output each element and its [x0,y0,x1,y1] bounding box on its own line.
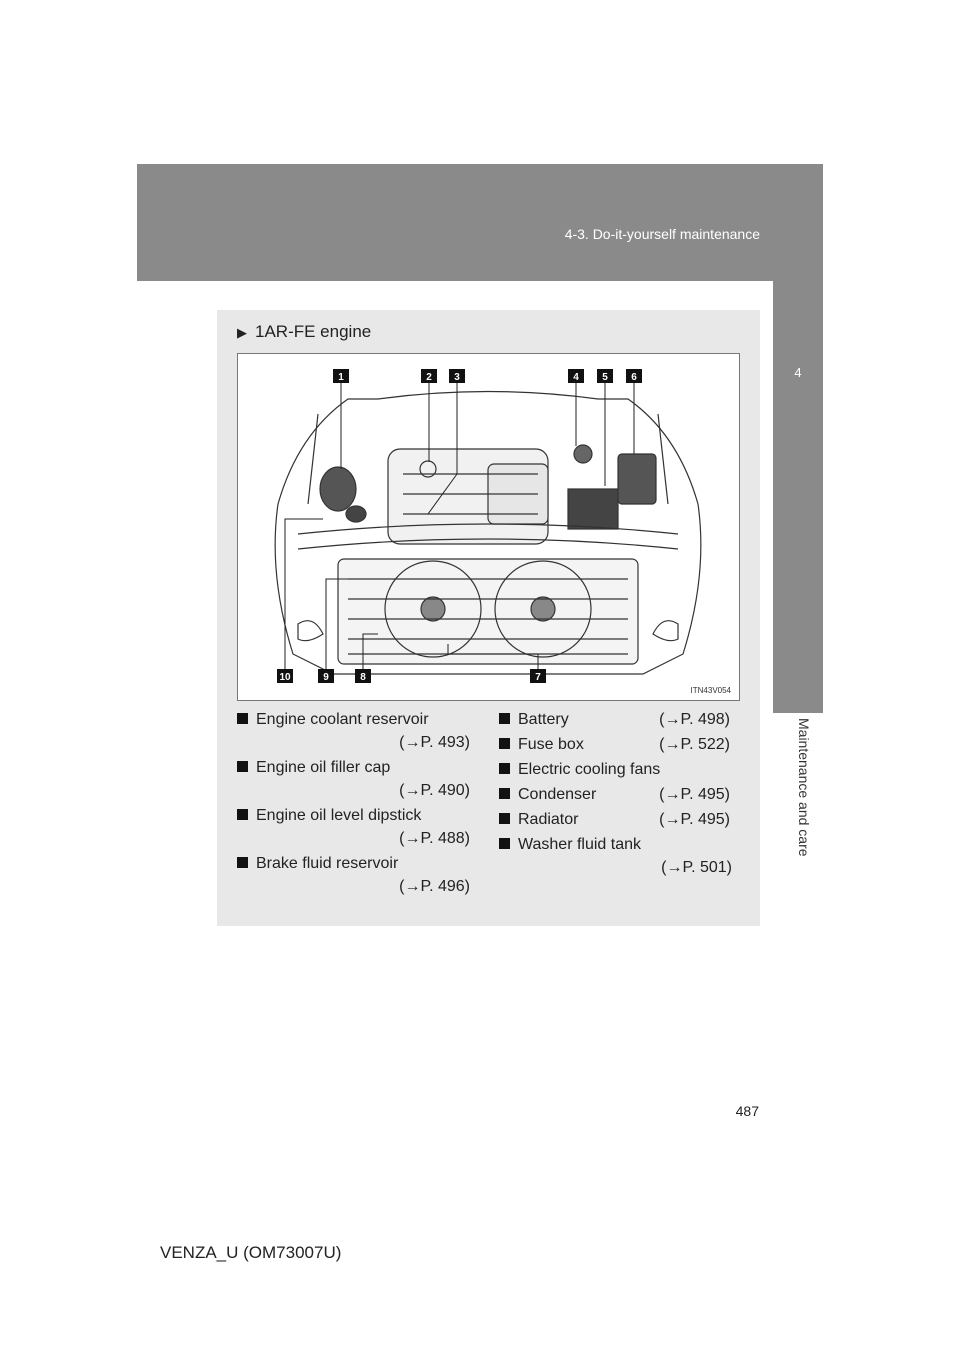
list-item [499,783,734,806]
item-label: Washer fluid tank [518,836,642,853]
item-label: Condenser [518,786,597,803]
callout-1: 1 [338,372,344,383]
callout-8: 8 [360,672,366,683]
legend-right [499,708,734,881]
item-label: Battery [518,711,569,728]
callout-9: 9 [323,672,329,683]
number-badge-icon [499,713,510,724]
callout-5: 5 [602,372,608,383]
item-label: Fuse box [518,736,584,753]
engine-title [237,322,371,342]
number-badge-icon [499,813,510,824]
item-label: Engine oil filler cap [256,759,391,776]
legend-left [237,708,472,900]
page-reference: (→P. 501) [661,859,732,876]
page-reference: (→P. 522) [659,736,730,753]
list-item [237,804,472,850]
list-item [499,833,734,879]
item-label: Engine oil level dipstick [256,807,422,824]
chapter-title: Maintenance and care [796,718,812,857]
list-item [237,852,472,898]
list-item [499,808,734,831]
number-badge-icon [237,857,248,868]
number-badge-icon [237,761,248,772]
engine-title-text: 1AR-FE engine [255,322,372,341]
engine-bay-drawing [238,354,739,700]
callout-10: 10 [279,672,291,683]
list-item [499,758,734,781]
engine-panel [217,310,760,926]
item-label: Brake fluid reservoir [256,855,399,872]
list-item [237,756,472,802]
page-reference: (→P. 498) [659,711,730,728]
chapter-tab [773,281,823,713]
page-reference: (→P. 495) [659,811,730,828]
page-reference: (→P. 488) [399,830,470,847]
callout-7: 7 [535,672,541,683]
number-badge-icon [499,738,510,749]
chapter-number: 4 [794,365,802,380]
callout-6: 6 [631,372,637,383]
page-reference: (→P. 496) [399,878,470,895]
section-title: 4-3. Do-it-yourself maintenance [564,226,760,242]
item-label: Engine coolant reservoir [256,711,429,728]
figure-code: ITN43V054 [690,686,731,695]
engine-bay-illustration [237,353,740,701]
callout-3: 3 [454,372,460,383]
number-badge-icon [499,763,510,774]
item-label: Electric cooling fans [518,761,661,778]
callout-4: 4 [573,372,579,383]
page-reference: (→P. 493) [399,734,470,751]
number-badge-icon [237,809,248,820]
number-badge-icon [237,713,248,724]
callout-2: 2 [426,372,432,383]
triangle-arrow-icon: ▶ [237,325,247,340]
header-band [137,164,823,281]
number-badge-icon [499,838,510,849]
page-number: 487 [735,1103,759,1119]
item-label: Radiator [518,811,579,828]
list-item [237,708,472,754]
number-badge-icon [499,788,510,799]
list-item [499,708,734,731]
page-reference: (→P. 490) [399,782,470,799]
model-code: VENZA_U (OM73007U) [160,1243,342,1262]
list-item [499,733,734,756]
page-reference: (→P. 495) [659,786,730,803]
